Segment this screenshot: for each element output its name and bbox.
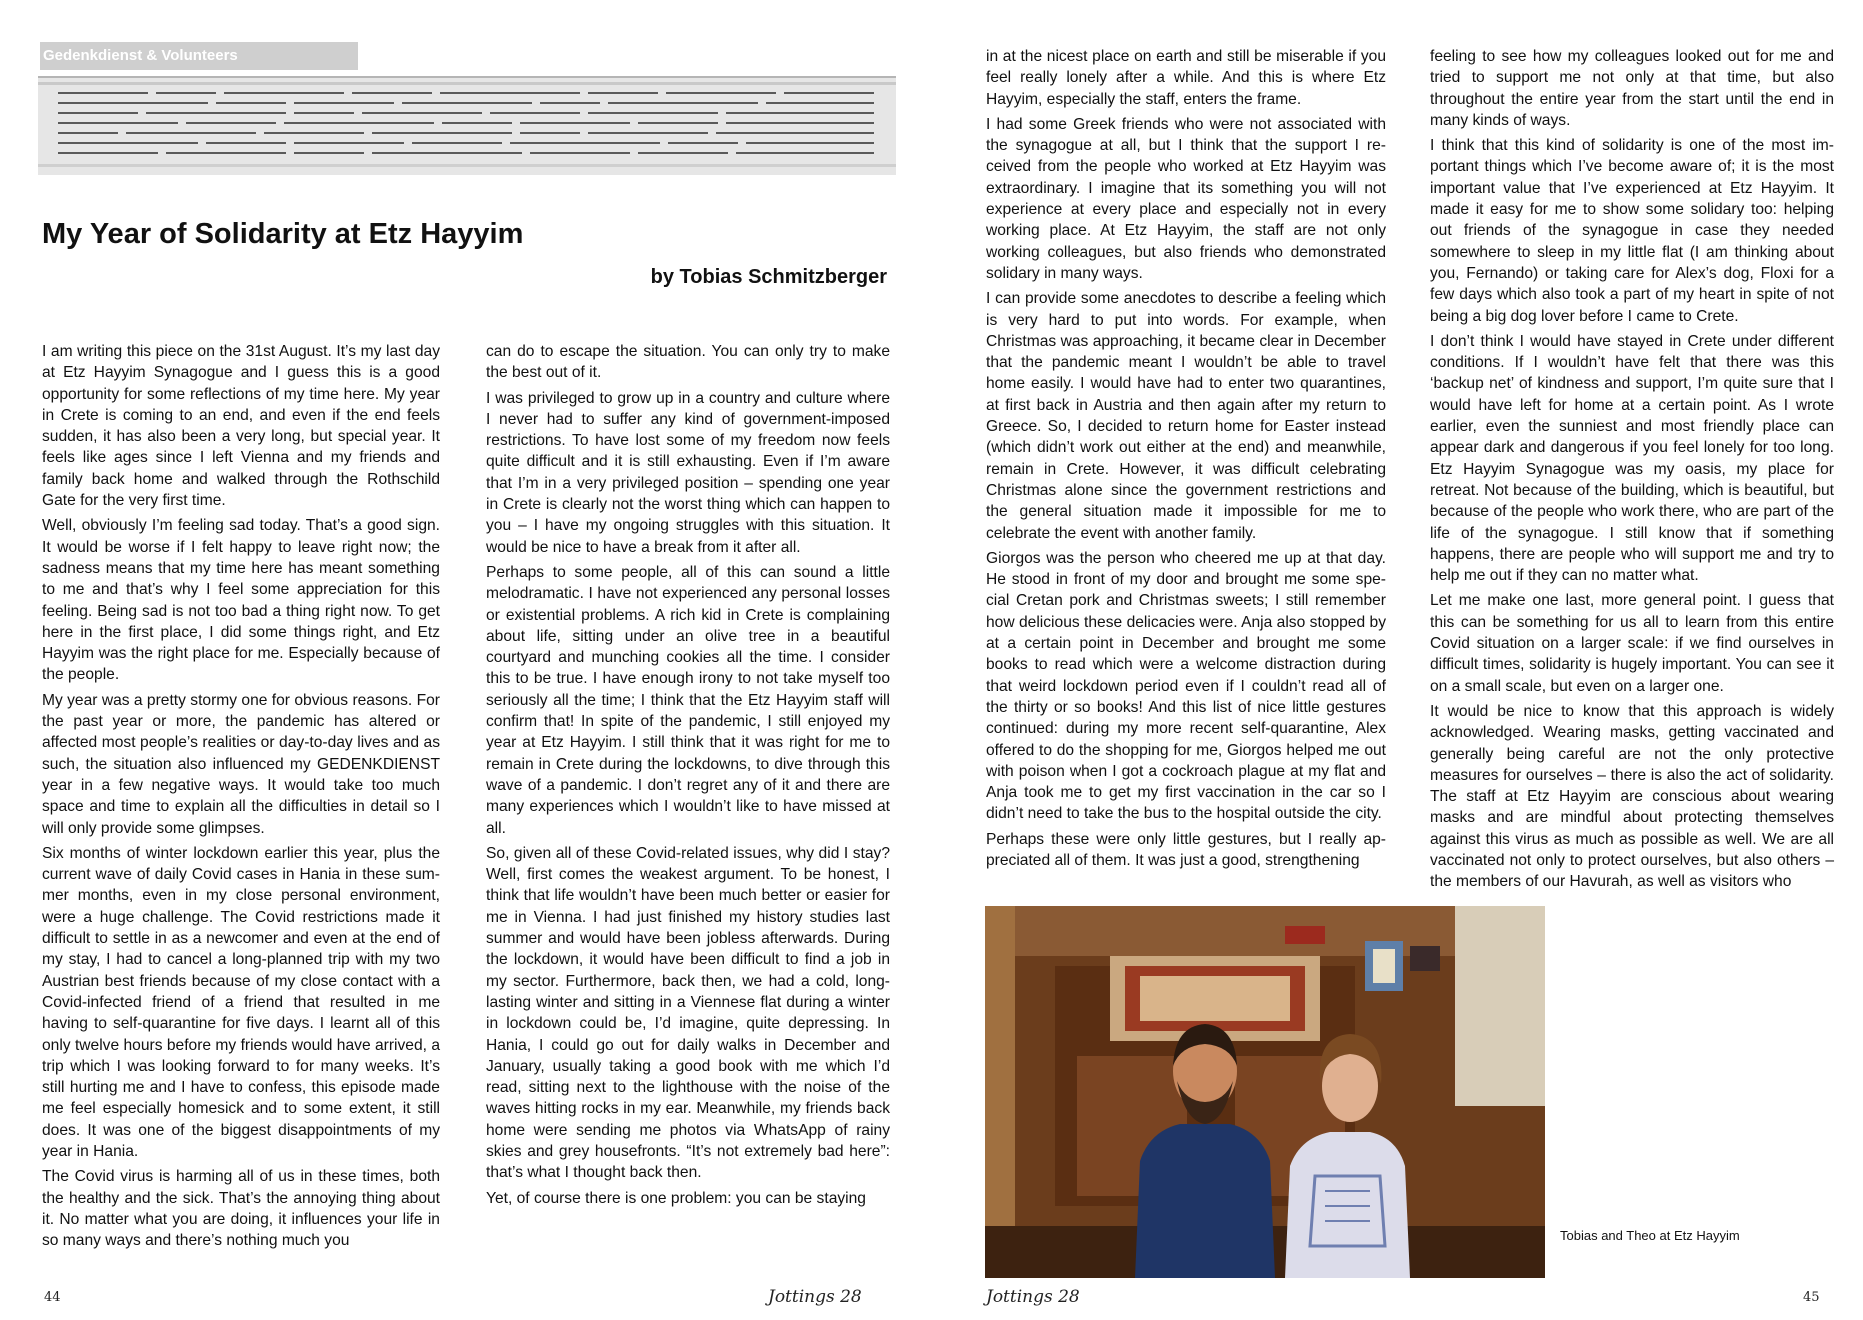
text-column-1 [42, 341, 440, 1255]
paragraph: Six months of winter lockdown earlier this year, plus the current wave of daily Covid cases in Hania in these summer months, even in my close personal environment, were a huge challenge. The Covid restrictions made it difficult to settle in as a newcomer and even at the end of my stay, I had to cancel a long-planned trip with my two Austrian best friends because of my close contact with a Covid-infected friend of a friend that resulted in me having to self-quarantine for five days. I learnt all of this only twelve hours before my friends would have arrived, a trip which I was looking forward to for many weeks. It’s still hurting me and I have to confess, this episode made me feel especially homesick and to some extent, it still does. It was one of the biggest disappointments of my year in Hania. [42, 844, 440, 1160]
paragraph: I am writing this piece on the 31st August. It’s my last day at Etz Hayyim Synagogue and I guess this is a good opportunity for some reflections of my time here. My year in Crete is coming to an end, and even if the end feels sudden, it has also been a very long, but special year. It feels like ages since I left Vienna and my friends and family back home and walked through the Rothschild Gate for the very first time. [42, 343, 440, 510]
left-page [0, 0, 931, 1320]
decorative-text-banner [38, 76, 896, 175]
magazine-name-left: Jottings 28 [768, 1287, 862, 1307]
paragraph: It would be nice to know that this approach is widely acknowledged. Wearing masks, getting vaccinated and generally being careful are not the only protective measures for ourselves – there is also the act of solidarity. The staff at Etz Hayyim are conscious about wearing masks and are mindful about protecting themselves against this virus as much as possible as well. We are all vaccinated not only to protect ourselves, but also others – the members of our Havurah, as well as visitors who [1430, 702, 1834, 891]
paragraph: in at the nicest place on earth and still be miserable if you feel really lonely after a while. And this is where Etz Hayyim, especially the staff, enters the frame. [986, 48, 1386, 108]
photo [985, 906, 1545, 1278]
article-byline: by Tobias Schmitzberger [650, 266, 887, 288]
page-number-right: 45 [1803, 1290, 1820, 1305]
text-column-3 [986, 46, 1386, 875]
photo-caption: Tobias and Theo at Etz Hayyim [1560, 1228, 1740, 1243]
paragraph: I can provide some anecdotes to describe a feeling which is very hard to put into words. For example, when Christmas was approaching, it became clear in December that the pandemic meant I wouldn’t be able to travel home easily. I would have had to enter two quarantines, at first back in Austria and then again after my return to Greece. So, I decided to return home for Easter instead (which didn’t work out either at the end) and meanwhile, remain in Crete. However, it was difficult celebrating Christmas alone since the government restrictions and the general situation made it impossible for me to celebrate the event with another family. [986, 290, 1386, 542]
article-title: My Year of Solidarity at Etz Hayyim [42, 218, 524, 250]
paragraph: Perhaps to some people, all of this can sound a little melodramatic. I have not experienced any personal losses or existential problems. A rich kid in Crete is complaining about life, sitting under an olive tree in a beautiful courtyard and munching cookies all the time. I consider this to be true. I have enough irony to not take myself too seriously all the time; I think that the Etz Hayyim staff will confirm that! In spite of the pandemic, I still enjoyed my year at Etz Hayyim. I still think that it was right for me to remain in Crete during the lockdowns, to dive through this wave of a pandemic. I don’t regret any of it and there are many experiences which I wouldn’t like to have missed at all. [486, 563, 890, 837]
section-label: Gedenkdienst & Volunteers [40, 42, 358, 70]
paragraph: So, given all of these Covid-related issues, why did I stay? Well, first comes the weakest argument. To be honest, I think that life wouldn’t have been much better or easier for me in Vienna. I had just finished my history studies last summer and would have been jobless afterwards. During the lockdown, it would have been difficult to find a job in my sector. Furthermore, back then, we had a cold, long-lasting winter and sitting in a Viennese flat during a winter in lockdown could be, I’d imagine, quite depressing. In Hania, I could go out for daily walks in December and January, usually taking a good book with me which I’d read, sitting next to the lighthouse with the noise of the waves hitting rocks in my ear. Meanwhile, my friends back home were sending me photos via WhatsApp of rainy skies and grey housefronts. “It’s not extremely bad here”: that’s what I thought back then. [486, 844, 890, 1182]
paragraph: can do to escape the situation. You can only try to make the best out of it. [486, 343, 890, 382]
text-column-2 [486, 341, 890, 1213]
paragraph: Yet, of course there is one problem: you can be staying [486, 1189, 866, 1207]
paragraph: I think that this kind of solidarity is one of the most important things which I’ve become aware of; it is the most important value that I’ve experienced at Etz Hayyim. It made it easy for me to show some solidary too: helping out friends of the synagogue in case they needed somewhere to sleep in my little flat (I am thinking about you, Fernando) or taking care for Alex’s dog, Floxi for a few days which also took a part of my heart in spite of not being a big dog lover before I came to Crete. [1430, 137, 1834, 325]
page-number-left: 44 [44, 1290, 61, 1305]
paragraph: I don’t think I would have stayed in Crete under different conditions. If I wouldn’t have felt that there was this ‘backup net’ of kindness and support, I’m quite sure that I would have left for home at a certain point. As I wrote earlier, even the sunniest and most friendly place can appear dark and dangerous if you feel lonely for too long. Etz Hayyim Synagogue was my oasis, my place for retreat. Not because of the building, which is beautiful, but because of the people who work there, who are part of the life of the synagogue. I still know that if something happens, there are people who will support me and try to help me out if they can no matter what. [1430, 332, 1834, 585]
paragraph: Well, obviously I’m feeling sad today. That’s a good sign. It would be worse if I felt happy to leave right now; the sadness means that my time here has meant something to me and that’s why I feel some appreciation for this feeling. Being sad is not too bad a thing right now. To get here in the first place, I did some things right, and Etz Hayyim was the right place for me. Especially because of the people. [42, 517, 440, 684]
paragraph: Giorgos was the person who cheered me up at that day. He stood in front of my door and brought me some special Cretan pork and Christmas sweets; I still remember how delicious these delicacies were. Anja also stopped by at a certain point in December and brought me some books to read which were a welcome distraction during that weird lockdown period even if I couldn’t read all of the thirty or so books! And this list of nice little gestures continued: during my more recent self-quarantine, Alex offered to do the shopping for me, Giorgos helped me out with poison when I got a cockroach plague at my flat and Anja took me to get my first vaccination in the car so I didn’t need to take the bus to the hospital outside the city. [986, 549, 1386, 823]
paragraph: The Covid virus is harming all of us in these times, both the healthy and the sick. That’s the annoying thing about it. No matter what you are doing, it influences your life in so many ways and there’s nothing much you [42, 1168, 440, 1250]
paragraph: Let me make one last, more general point. I guess that this can be something for us all to learn from this entire Covid situation on a larger scale: if we find ourselves in difficult times, solidarity is hugely important. You can see it on a small scale, but even on a larger one. [1430, 592, 1834, 695]
magazine-name-right: Jottings 28 [986, 1287, 1080, 1307]
paragraph: feeling to see how my colleagues looked out for me and tried to support me not only at that time, but also throughout the entire year from the start until the end in many kinds of ways. [1430, 48, 1834, 129]
paragraph: Perhaps these were only little gestures, but I really appreciated all of them. It was just a good, strengthening [986, 830, 1386, 869]
paragraph: I was privileged to grow up in a country and culture where I never had to suffer any kind of government-imposed restrictions. To have lost some of my freedom now feels quite difficult and it is still exhausting. Even if I’m aware that I’m in a very privileged position – spending one year in Crete is clearly not the worst thing which can happen to you – I have my ongoing struggles with this situation. It would be nice to have a break from it after all. [486, 389, 890, 556]
paragraph: My year was a pretty stormy one for obvious reasons. For the past year or more, the pandemic has altered or affected most people’s realities or day-to-day lives and as such, the situation also influenced my GEDENKDIENST year in a few negative ways. It would take too much space and time to explain all the difficulties in detail so I will only provide some glimpses. [42, 691, 440, 837]
paragraph: I had some Greek friends who were not associated with the synagogue at all, but I think that the support I received from the people who worked at Etz Hayyim was extraordinary. I imagine that its something you will not experience at every place and especially not in every working place. At Etz Hayyim, the staff are not only working colleagues, but also friends who demonstrated solidary in many ways. [986, 115, 1386, 282]
text-column-4 [1430, 46, 1834, 897]
